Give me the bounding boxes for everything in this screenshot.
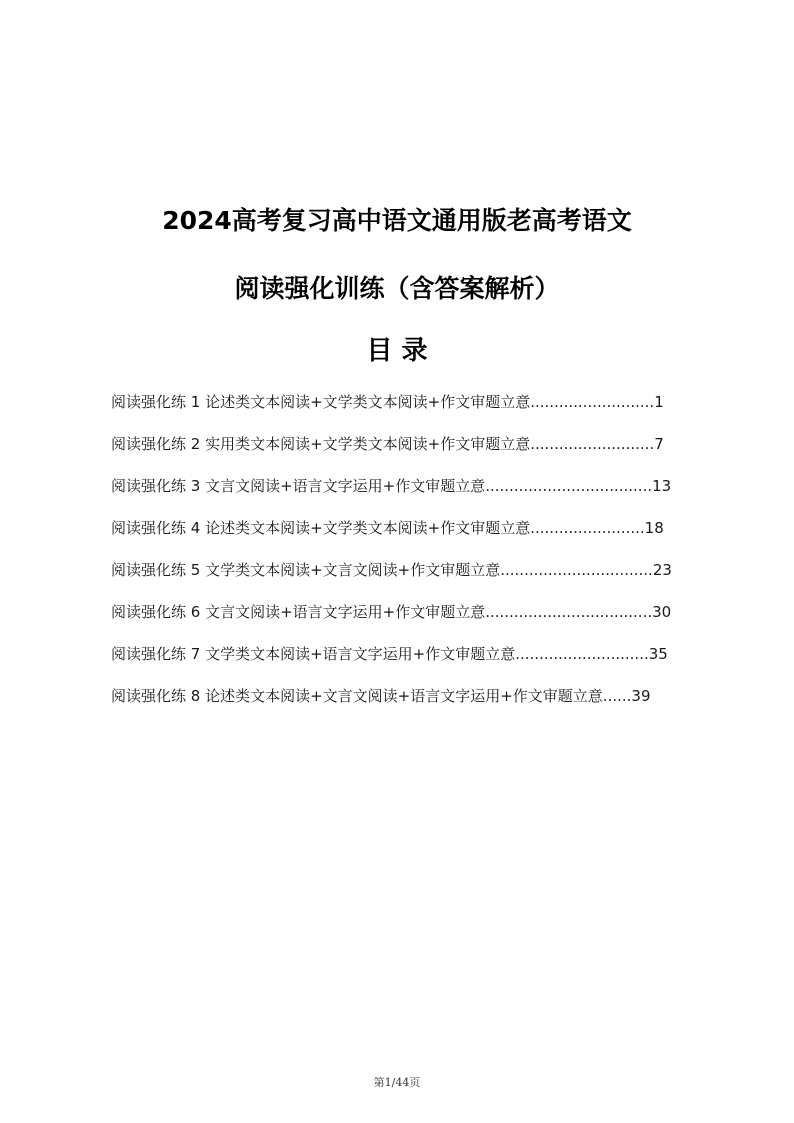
- toc-leader-dots: ...................................: [485, 477, 653, 495]
- page-footer: 第1/44页: [373, 1076, 421, 1089]
- toc-leader-dots: ......: [602, 687, 632, 705]
- toc-leader-dots: ........................: [530, 519, 645, 537]
- toc-entry-label: 阅读强化练 7 文学类文本阅读+语言文字运用+作文审题立意: [111, 645, 516, 663]
- toc-page-number: 13: [652, 477, 672, 495]
- toc-page-number: 7: [654, 435, 664, 453]
- toc-entry[interactable]: [111, 686, 711, 728]
- toc-entry-label: 阅读强化练 5 文学类文本阅读+文言文阅读+作文审题立意: [111, 561, 501, 579]
- toc-page-number: 18: [644, 519, 664, 537]
- toc-leader-dots: ................................: [500, 561, 653, 579]
- toc-entry-label: 阅读强化练 6 文言文阅读+语言文字运用+作文审题立意: [111, 603, 486, 621]
- toc-entry-label: 阅读强化练 4 论述类文本阅读+文学类文本阅读+作文审题立意: [111, 519, 531, 537]
- toc-page-number: 1: [654, 393, 664, 411]
- toc-entry[interactable]: [111, 518, 711, 560]
- toc-leader-dots: ............................: [515, 645, 649, 663]
- toc-heading: 目 录: [366, 336, 428, 366]
- toc-leader-dots: ..........................: [530, 435, 655, 453]
- toc-entry[interactable]: [111, 392, 711, 434]
- toc-page-number: 23: [652, 561, 672, 579]
- toc-page-number: 35: [648, 645, 668, 663]
- toc-entry[interactable]: [111, 476, 711, 518]
- toc-page-number: 39: [631, 687, 651, 705]
- toc-page-number: 30: [652, 603, 672, 621]
- toc-entry-label: 阅读强化练 8 论述类文本阅读+文言文阅读+语言文字运用+作文审题立意: [111, 687, 603, 705]
- toc-entry[interactable]: [111, 434, 711, 476]
- table-of-contents: [111, 392, 711, 728]
- toc-entry-label: 阅读强化练 1 论述类文本阅读+文学类文本阅读+作文审题立意: [111, 393, 531, 411]
- toc-entry[interactable]: [111, 560, 711, 602]
- document-title-line2: 阅读强化训练（含答案解析）: [234, 274, 560, 303]
- toc-entry[interactable]: [111, 644, 711, 686]
- document-title-line1: 2024高考复习高中语文通用版老高考语文: [162, 206, 632, 235]
- toc-entry[interactable]: [111, 602, 711, 644]
- toc-entry-label: 阅读强化练 3 文言文阅读+语言文字运用+作文审题立意: [111, 477, 486, 495]
- toc-leader-dots: ...................................: [485, 603, 653, 621]
- toc-leader-dots: ..........................: [530, 393, 655, 411]
- toc-entry-label: 阅读强化练 2 实用类文本阅读+文学类文本阅读+作文审题立意: [111, 435, 531, 453]
